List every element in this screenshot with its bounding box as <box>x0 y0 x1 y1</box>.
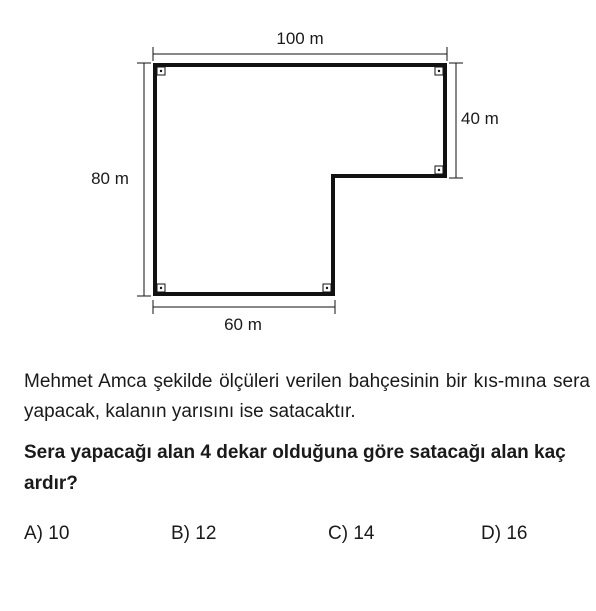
problem-question: Sera yapacağı alan 4 dekar olduğuna göre satacağı alan kaç ardır? <box>24 442 566 494</box>
dimension-right-label: 40 m <box>461 109 499 128</box>
option-a[interactable]: A) 10 <box>24 523 70 544</box>
problem-stem: Mehmet Amca şekilde ölçüleri verilen bahçesinin bir kıs-mına sera yapacak, kalanın yarısını ise satacaktır. <box>24 371 590 422</box>
dimension-left-label: 80 m <box>91 169 129 188</box>
dimension-lines <box>137 47 463 314</box>
option-b[interactable]: B) 12 <box>171 523 217 544</box>
answer-options <box>24 523 584 553</box>
dimension-top-label: 100 m <box>276 29 324 48</box>
dimension-bottom-label: 60 m <box>224 315 262 334</box>
problem-text <box>24 367 590 499</box>
option-d[interactable]: D) 16 <box>481 523 528 544</box>
option-c[interactable]: C) 14 <box>328 523 375 544</box>
right-angle-markers <box>157 67 443 292</box>
garden-outline <box>155 65 445 294</box>
